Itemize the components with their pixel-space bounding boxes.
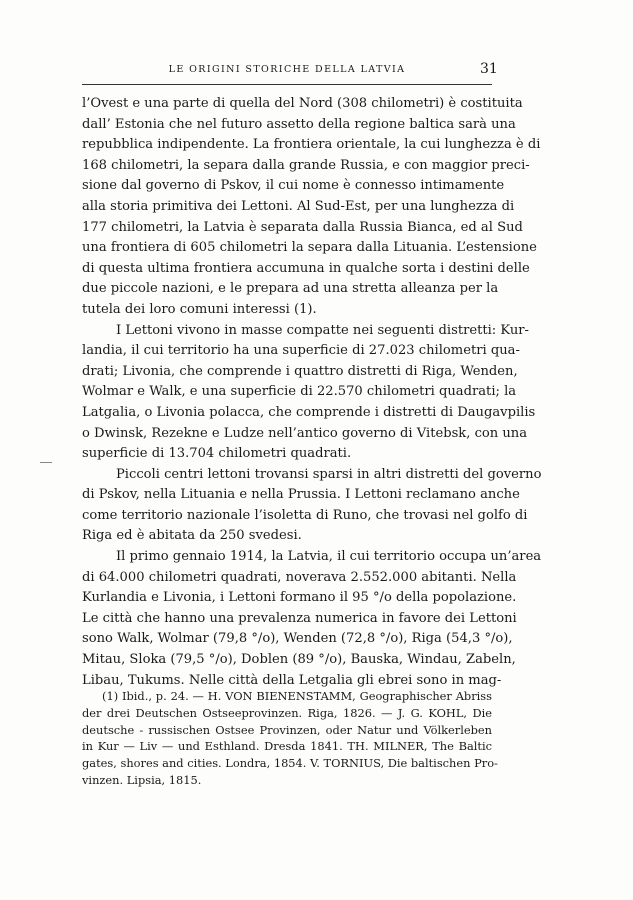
text-line: di Pskov, nella Lituania e nella Prussia. I Lettoni reclamano anche (82, 487, 520, 503)
text-line: due piccole nazioni, e le prepara ad una stretta alleanza per la (82, 281, 499, 297)
text-line: Libau, Tukums. Nelle città della Letgalia gli ebrei sono in mag- (82, 672, 502, 688)
text-line: alla storia primitiva dei Lettoni. Al Sud-Est, per una lunghezza di (82, 198, 515, 214)
text-line: Riga ed è abitata da 250 svedesi. (82, 528, 302, 544)
text-line: di 64.000 chilometri quadrati, noverava 2.552.000 abitanti. Nella (82, 569, 517, 585)
footnote-line: gates, shores and cities. Londra, 1854. V. TORNIUS, Die baltischen Pro- (82, 756, 498, 771)
text-line: Il primo gennaio 1914, la Latvia, il cui territorio occupa un’area (116, 549, 542, 565)
running-title: LE ORIGINI STORICHE DELLA LATVIA (168, 64, 406, 75)
text-line: come territorio nazionale l’isoletta di Runo, che trovasi nel golfo di (82, 507, 528, 523)
body-text (82, 94, 542, 691)
text-line: 168 chilometri, la separa dalla grande Russia, e con maggior preci- (82, 157, 530, 173)
text-line: l’Ovest e una parte di quella del Nord (308 chilometri) è costituita (82, 96, 523, 111)
text-line: 177 chilometri, la Latvia è separata dalla Russia Bianca, ed al Sud (82, 219, 523, 235)
footnote-line: deutsche - russischen Ostsee Provinzen, oder Natur und Völkerleben (82, 722, 492, 737)
text-line: sono Walk, Wolmar (79,8 °/o), Wenden (72,8 °/o), Riga (54,3 °/o), (82, 631, 513, 647)
text-line: sione dal governo di Pskov, il cui nome è connesso intimamente (82, 178, 505, 194)
text-line: o Dwinsk, Rezekne e Ludze nell’antico governo di Vitebsk, con una (82, 425, 528, 441)
text-line: Mitau, Sloka (79,5 °/o), Doblen (89 °/o), Bauska, Windau, Zabeln, (82, 652, 516, 668)
text-line: una frontiera di 605 chilometri la separa dalla Lituania. L’estensione (82, 240, 537, 256)
header-rule (82, 84, 492, 85)
text-line: drati; Livonia, che comprende i quattro distretti di Riga, Wenden, (82, 363, 518, 379)
text-line: tutela dei loro comuni interessi (1). (82, 301, 317, 317)
footnote-line: (1) Ibid., p. 24. — H. VON BIENENSTAMM, Geographischer Abriss (102, 689, 492, 703)
text-line: di questa ultima frontiera accumuna in qualche sorta i destini delle (82, 260, 530, 276)
text-line: dall’ Estonia che nel futuro assetto della regione baltica sarà una (82, 116, 516, 132)
text-line: Le città che hanno una prevalenza numerica in favore dei Lettoni (82, 610, 517, 626)
page-number: 31 (480, 61, 498, 77)
text-line: landia, il cui territorio ha una superficie di 27.023 chilometri qua- (82, 343, 520, 359)
text-line: superficie di 13.704 chilometri quadrati. (82, 446, 352, 462)
text-line: repubblica indipendente. La frontiera orientale, la cui lunghezza è di (82, 137, 541, 153)
footnote-line: der drei Deutschen Ostseeprovinzen. Riga, 1826. — J. G. KOHL, Die (82, 705, 492, 720)
text-line: I Lettoni vivono in masse compatte nei seguenti distretti: Kur- (116, 322, 529, 338)
footnote-line: in Kur — Liv — und Esthland. Dresda 1841. TH. MILNER, The Baltic (82, 739, 492, 754)
text-line: Latgalia, o Livonia polacca, che comprende i distretti di Daugavpilis (82, 404, 536, 420)
text-line: Wolmar e Walk, e una superficie di 22.570 chilometri quadrati; la (82, 384, 517, 400)
text-line: Kurlandia e Livonia, i Lettoni formano il 95 °/o della popolazione. (82, 590, 517, 606)
margin-mark (40, 462, 52, 463)
page-header (82, 61, 498, 84)
footnote-line: vinzen. Lipsia, 1815. (82, 772, 202, 787)
footnotes (82, 688, 498, 789)
text-line: Piccoli centri lettoni trovansi sparsi in altri distretti del governo (116, 466, 542, 482)
